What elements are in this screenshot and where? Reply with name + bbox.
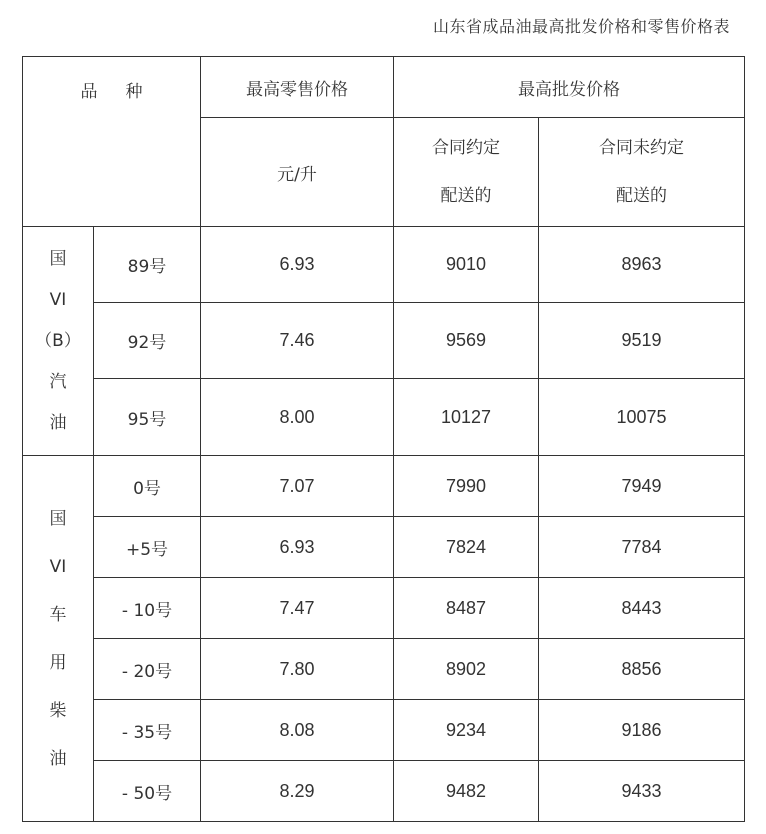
grade-cell: 0号 [94, 456, 201, 517]
grade-cell: 92号 [94, 303, 201, 379]
no-contract-cell: 10075 [539, 379, 745, 456]
table-row [23, 456, 745, 517]
retail-cell: 8.29 [201, 761, 394, 822]
grade-cell: +5号 [94, 517, 201, 578]
contract-cell: 9234 [394, 700, 539, 761]
no-contract-cell: 8443 [539, 578, 745, 639]
no-contract-header [539, 118, 745, 227]
contract-cell: 7824 [394, 517, 539, 578]
header-row-1 [23, 57, 745, 118]
contract-cell: 9482 [394, 761, 539, 822]
retail-cell: 7.47 [201, 578, 394, 639]
diesel-label-char: 油 [49, 748, 67, 769]
table-row [23, 379, 745, 456]
diesel-label-char: 车 [49, 604, 67, 625]
grade-cell: - 10号 [94, 578, 201, 639]
retail-cell: 6.93 [201, 227, 394, 303]
no-contract-cell: 8856 [539, 639, 745, 700]
contract-cell: 7990 [394, 456, 539, 517]
retail-cell: 7.46 [201, 303, 394, 379]
contract-header-line1: 合同约定 [432, 138, 500, 158]
diesel-label-char: 国 [49, 508, 67, 529]
gasoline-label [23, 227, 94, 456]
gasoline-label-char: VI [49, 289, 67, 310]
retail-header: 最高零售价格 [201, 57, 394, 118]
no-contract-header-line1: 合同未约定 [599, 138, 684, 158]
variety-header [23, 57, 201, 227]
no-contract-cell: 9186 [539, 700, 745, 761]
gasoline-label-char: 汽 [49, 371, 67, 392]
grade-cell: 95号 [94, 379, 201, 456]
table-row [23, 227, 745, 303]
variety-header-char2: 种 [125, 82, 143, 102]
diesel-label-char: 用 [49, 652, 67, 673]
table-row [23, 639, 745, 700]
contract-cell: 9569 [394, 303, 539, 379]
retail-cell: 8.00 [201, 379, 394, 456]
no-contract-cell: 7784 [539, 517, 745, 578]
price-table [22, 56, 745, 822]
table-row [23, 303, 745, 379]
retail-cell: 6.93 [201, 517, 394, 578]
variety-header-char1: 品 [80, 82, 98, 102]
diesel-label [23, 456, 94, 822]
table-row [23, 761, 745, 822]
diesel-label-char: 柴 [49, 700, 67, 721]
gasoline-label-char: （B） [35, 330, 81, 351]
diesel-label-char: VI [49, 556, 67, 577]
no-contract-cell: 7949 [539, 456, 745, 517]
table-caption: 山东省成品油最高批发价格和零售价格表 [432, 17, 730, 36]
gasoline-label-char: 油 [49, 412, 67, 433]
no-contract-cell: 9519 [539, 303, 745, 379]
contract-header-line2: 配送的 [440, 186, 492, 206]
no-contract-header-line2: 配送的 [616, 186, 667, 206]
grade-cell: - 50号 [94, 761, 201, 822]
table-row [23, 578, 745, 639]
grade-cell: 89号 [94, 227, 201, 303]
wholesale-header: 最高批发价格 [394, 57, 745, 118]
retail-cell: 7.07 [201, 456, 394, 517]
retail-cell: 8.08 [201, 700, 394, 761]
contract-cell: 8487 [394, 578, 539, 639]
unit-header: 元/升 [201, 118, 394, 227]
grade-cell: - 35号 [94, 700, 201, 761]
gasoline-label-char: 国 [49, 248, 67, 269]
no-contract-cell: 8963 [539, 227, 745, 303]
retail-cell: 7.80 [201, 639, 394, 700]
grade-cell: - 20号 [94, 639, 201, 700]
no-contract-cell: 9433 [539, 761, 745, 822]
contract-header [394, 118, 539, 227]
contract-cell: 8902 [394, 639, 539, 700]
table-row [23, 517, 745, 578]
table-row [23, 700, 745, 761]
contract-cell: 9010 [394, 227, 539, 303]
contract-cell: 10127 [394, 379, 539, 456]
